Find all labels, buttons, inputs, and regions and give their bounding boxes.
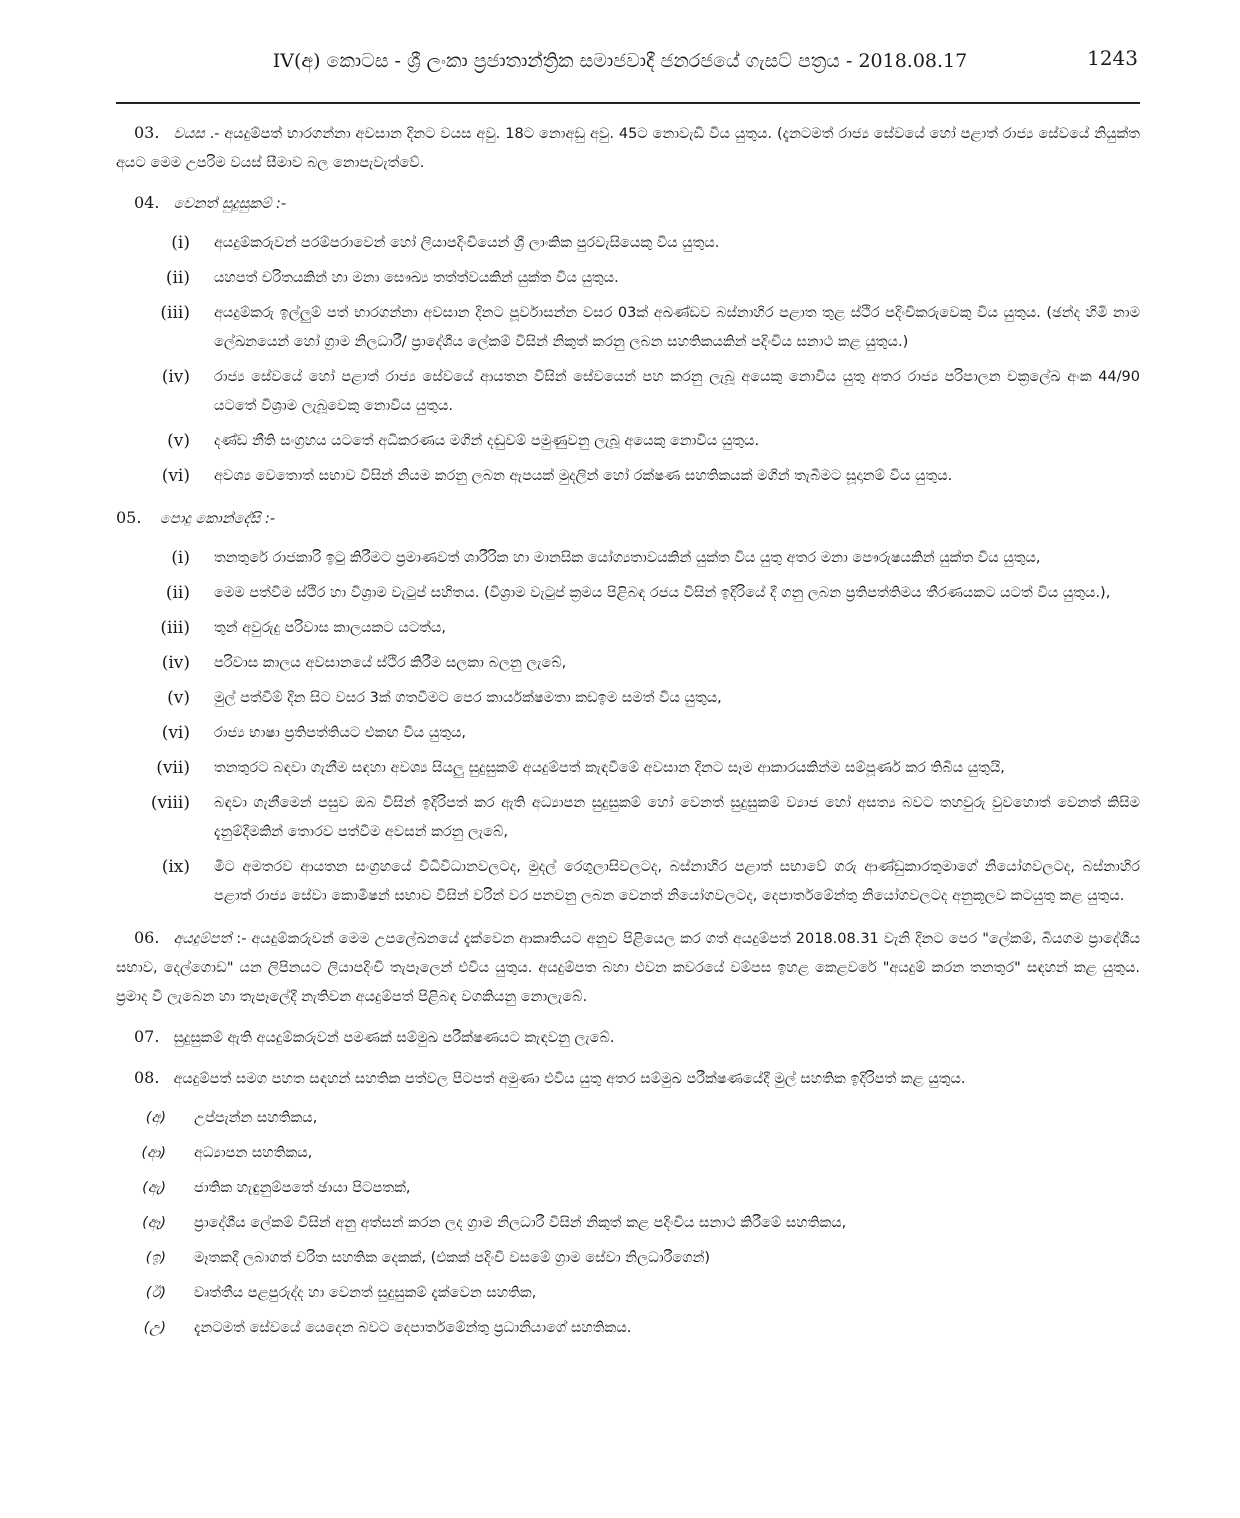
list-item (116, 719, 1140, 748)
list-item (116, 427, 1140, 456)
item-label: (ඉ) (145, 1250, 166, 1266)
document-body (116, 118, 1140, 1355)
list-item (116, 299, 1140, 357)
item-label: (v) (167, 688, 190, 708)
item-text: වෘත්තීය පළපුරුද්ද හා වෙනත් සුදුසුකම් දැක්වෙන සහතික, (194, 1285, 537, 1301)
item-text: මෑතකදී ලබාගත් චරිත සහතික දෙකක්, (එකක් පදිංචි වසමේ ග්‍රාම සේවා නිලධාරීගෙන්) (194, 1250, 711, 1266)
section-04-list (116, 229, 1140, 491)
list-item (116, 462, 1140, 491)
item-text: මෙම පත්වීම ස්ථිර හා විශ්‍රාම වැටුප් සහිතය. (විශ්‍රාම වැටුප් ක්‍රමය පිළිබඳ රජය විසින් ඉදිරියේ දී ගනු ලබන ප්‍රතිපත්තිමය තීරණයකට යටත් විය යුතුය.), (214, 585, 1111, 601)
list-item (116, 1279, 1140, 1308)
section-04-heading (116, 188, 1140, 219)
section-05-list (116, 544, 1140, 911)
section-text: සුදුසුකම් ඇති අයදුම්කරුවන් පමණක් සම්මුඛ පරීක්ෂණයට කැඳවනු ලැබේ. (173, 1030, 615, 1046)
list-item (116, 1314, 1140, 1343)
section-number: 08. (134, 1068, 160, 1087)
list-item (116, 684, 1140, 713)
item-text: බඳවා ගැනීමෙන් පසුව ඔබ විසින් ඉදිරිපත් කර ඇති අධ්‍යාපන සුදුසුකම් හෝ වෙනත් සුදුසුකම් ව්‍යාජ හෝ අසත්‍ය බවට තහවුරු වුවහොත් වෙනත් කිසිම දැනුම්දීමකින් තොරව පත්වීම අවසන් කරනු ලැබේ, (214, 795, 1140, 840)
section-text: .- අයදුම්පත් භාරගන්නා අවසාන දිනට වයස අවු. 18ට නොඅඩු අවු. 45ට නොවැඩි විය යුතුය. (දැනටමත් රාජ්‍ය සේවයේ හෝ පළාත් රාජ්‍ය සේවයේ නියුක්ත අයට මෙම උපරිම වයස් සීමාව බල නොපැවැත්වේ. (116, 126, 1141, 171)
item-label: (ii) (165, 268, 190, 288)
list-item (116, 579, 1140, 608)
section-08 (116, 1063, 1140, 1094)
gazette-header-title: IV(අ) කොටස - ශ්‍රී ලංකා ප්‍රජාතාන්ත්‍රික සමාජවාදී ජනරජයේ ගැසට් පත්‍රය - 2018.08.17 (272, 50, 968, 72)
item-text: උප්පැන්න සහතිකය, (194, 1110, 318, 1126)
list-item (116, 264, 1140, 293)
item-text: රාජ්‍ය සේවයේ හෝ පළාත් රාජ්‍ය සේවයේ ආයතන විසින් සේවයෙන් පහ කරනු ලැබූ අයෙකු නොවිය යුතු අතර රාජ්‍ය පරිපාලන චක්‍රලේඛ අංක 44/90 යටතේ විශ්‍රාම ලැබූවෙකු නොවිය යුතුය. (214, 369, 1140, 414)
item-label: (v) (167, 431, 190, 451)
list-item (116, 789, 1140, 847)
item-text: ප්‍රාදේශීය ලේකම් විසින් අනු අත්සන් කරන ලද ග්‍රාම නිලධාරී විසින් නිකුත් කළ පදිංචිය සනාථ කිරීමේ සහතිකය, (194, 1215, 847, 1231)
item-label: (ඇ) (142, 1180, 166, 1196)
item-text: අයදුම්කරු ඉල්ලුම් පත් භාරගන්නා අවසාන දිනට පූර්වාසන්න වසර 03ක් අඛණ්ඩව බස්නාහිර පළාත තුළ ස්ථිර පදිංචිකරුවෙකු විය යුතුය. (ඡන්ද හිමි නාම ලේඛනයෙන් හෝ ග්‍රාම නිලධාරී/ ප්‍රාදේශීය ලේකම් විසින් නිකුත් කරනු ලබන සහතිකයකින් පදිංචිය සනාථ කළ යුතුය.) (214, 305, 1140, 350)
item-label: (i) (171, 548, 190, 568)
item-text: පරිවාස කාලය අවසානයේ ස්ථිර කිරීම සලකා බලනු ලැබේ, (214, 655, 567, 671)
item-text: මීට අමතරව ආයතන සංග්‍රහයේ විධිවිධානවලටද, මුදල් රෙගුලාසිවලටද, බස්නාහිර පළාත් සභාවේ ගරු ආණ්ඩුකාරතුමාගේ නියෝගවලටද, බස්නාහිර පළාත් රාජ්‍ය සේවා කොමිෂන් සභාව විසින් වරින් වර පනවනු ලබන වෙනත් නියෝගවලටද, දෙපාර්තමේන්තු නියෝගවලටද අනුකූලව කටයුතු කළ යුතුය. (214, 859, 1140, 904)
item-text: යහපත් චරිතයකින් හා මනා සෞඛ්‍ය තත්ත්වයකින් යුක්ත විය යුතුය. (214, 270, 619, 286)
item-text: මුල් පත්වීම් දින සිට වසර 3ක් ගතවීමට පෙර කාර්යක්ෂමතා කඩඉම සමත් විය යුතුය, (214, 690, 722, 706)
list-item (116, 1209, 1140, 1238)
item-label: (අ) (145, 1110, 166, 1126)
list-item (116, 853, 1140, 911)
section-number: 05. (116, 508, 142, 527)
item-label: (ix) (161, 857, 190, 877)
item-text: තනතුරට බඳවා ගැනීම සඳහා අවශ්‍ය සියලු සුදුසුකම් අයදුම්පත් කැඳවීමේ අවසාන දිනට සෑම ආකාරයකින්ම සම්පූර්ණ කර තිබිය යුතුයි, (214, 760, 1005, 776)
item-text: අවශ්‍ය වෙතොත් සභාව විසින් නියම කරනු ලබන ඇපයක් මුදලින් හෝ රක්ෂණ සහතිකයක් මගින් තැබීමට සූදානම් විය යුතුය. (214, 468, 953, 484)
section-text: :- අයදුම්කරුවන් මෙම උපලේඛනයේ දැක්වෙන ආකෘතියට අනුව පිළියෙල කර ගත් අයදුම්පත් 2018.08.31 වැනි දිනට පෙර "ලේකම්, බියගම ප්‍රාදේශීය සභාව, දෙල්ගොඩ" යන ලිපිනයට ලියාපදිංචි තැපෑලෙන් එවිය යුතුය. අයදුම්පත බහා එවන කවරයේ වම්පස ඉහළ කෙළවරේ "අයදුම් කරන තනතුර" සඳහන් කළ යුතුය. ප්‍රමාද වී ලැබෙන හා තැපෑලේදී නැතිවන අයදුම්පත් පිළිබඳ වගකියනු නොලැබේ. (116, 931, 1141, 1005)
item-label: (ආ) (141, 1145, 166, 1161)
item-label: (ඈ) (142, 1215, 166, 1231)
list-item (116, 1139, 1140, 1168)
section-heading: වයස (173, 126, 205, 142)
item-text: දණ්ඩ නීති සංග්‍රහය යටතේ අධිකරණය මගින් දඬුවම් පමුණුවනු ලැබූ අයෙකු නොවිය යුතුය. (214, 433, 760, 449)
list-item (116, 1244, 1140, 1273)
section-03 (116, 118, 1140, 178)
item-label: (උ) (143, 1320, 166, 1336)
list-item (116, 363, 1140, 421)
item-label: (iii) (160, 618, 190, 638)
list-item (116, 649, 1140, 678)
section-number: 04. (134, 193, 160, 212)
item-label: (vii) (156, 758, 190, 778)
list-item (116, 754, 1140, 783)
item-label: (vi) (161, 723, 190, 743)
item-text: අධ්‍යාපන සහතිකය, (194, 1145, 313, 1161)
item-text: තුන් අවුරුදු පරිවාස කාලයකට යටත්ය, (214, 620, 446, 636)
list-item (116, 544, 1140, 573)
section-05-heading (116, 503, 1140, 534)
section-number: 06. (134, 928, 160, 947)
item-label: (viii) (150, 793, 190, 813)
item-text: දැනටමත් සේවයේ යෙදෙන බවට දෙපාර්තමේන්තු ප්‍රධානියාගේ සහතිකය. (194, 1320, 632, 1336)
item-label: (i) (171, 233, 190, 253)
item-text: රාජ්‍ය භාෂා ප්‍රතිපත්තියට එකඟ විය යුතුය, (214, 725, 467, 741)
list-item (116, 614, 1140, 643)
section-heading: පොදු කොන්දේසි :- (159, 511, 276, 527)
header-divider (116, 102, 1140, 104)
section-08-list (116, 1104, 1140, 1343)
section-number: 07. (134, 1027, 160, 1046)
item-label: (iii) (160, 303, 190, 323)
section-heading: වෙනත් සුදුසුකම් :- (173, 196, 287, 212)
section-heading: අයදුම්පත් (173, 931, 232, 947)
item-text: තනතුරේ රාජකාරි ඉටු කිරීමට ප්‍රමාණවත් ශාරීරික හා මානසික යෝග්‍යතාවයකින් යුක්ත විය යුතු අතර මනා පෞරුෂයකින් යුක්ත විය යුතුය, (214, 550, 1041, 566)
item-label: (ii) (165, 583, 190, 603)
item-label: (iv) (161, 367, 190, 387)
item-label: (ඊ) (145, 1285, 166, 1301)
section-07 (116, 1022, 1140, 1053)
item-label: (iv) (161, 653, 190, 673)
item-text: ජාතික හැඳුනුම්පතේ ඡායා පිටපතක්, (194, 1180, 411, 1196)
item-label: (vi) (161, 466, 190, 486)
item-text: අයදුම්කරුවන් පරම්පරාවෙන් හෝ ලියාපදිංචියෙන් ශ්‍රී ලාංකික පුරවැසියෙකු විය යුතුය. (214, 235, 720, 251)
list-item (116, 1174, 1140, 1203)
section-number: 03. (134, 123, 160, 142)
section-text: අයදුම්පත් සමග පහත සඳහන් සහතික පත්වල පිටපත් අමුණා එවිය යුතු අතර සම්මුඛ පරීක්ෂණයේදී මුල් සහතික ඉදිරිපත් කළ යුතුය. (173, 1071, 966, 1087)
page-number: 1243 (1087, 46, 1138, 70)
section-06 (116, 923, 1140, 1012)
list-item (116, 1104, 1140, 1133)
list-item (116, 229, 1140, 258)
